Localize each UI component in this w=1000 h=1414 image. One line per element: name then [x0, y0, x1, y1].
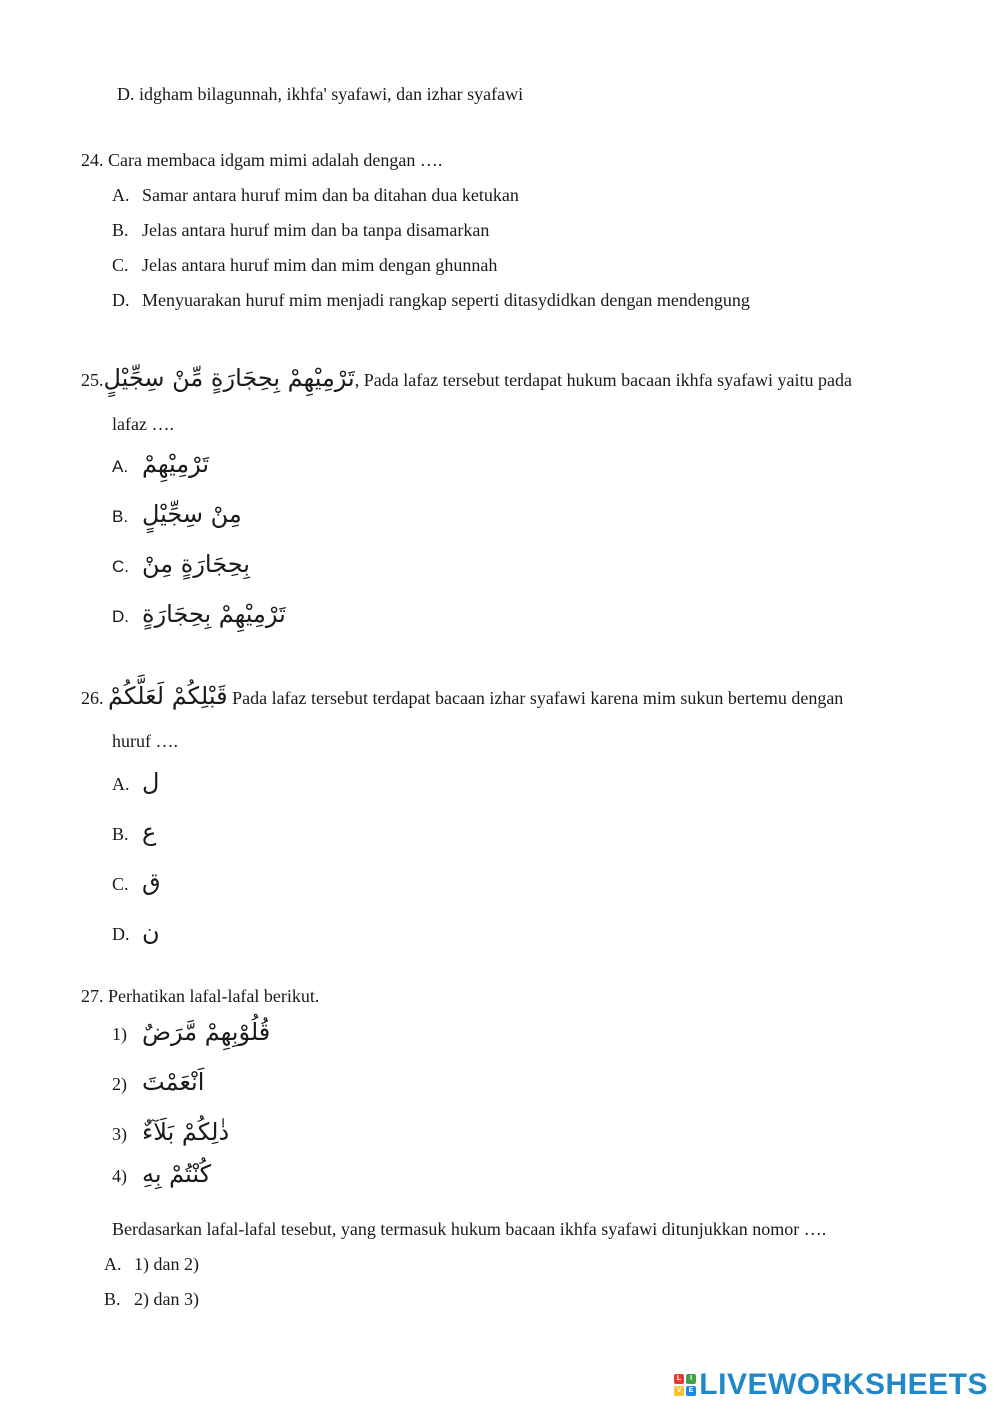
q25-option-c[interactable] — [112, 550, 250, 578]
option-text: Menyuarakan huruf mim menjadi rangkap seperti ditasydidkan dengan mendengung — [142, 290, 750, 310]
q25-option-b[interactable] — [112, 500, 242, 528]
option-letter: A. — [112, 774, 130, 794]
logo-text: LIVEWORKSHEETS — [699, 1368, 988, 1401]
q25-option-a[interactable] — [112, 450, 209, 478]
prev-option-d: D. idgham bilagunnah, ikhfa' syafawi, dan izhar syafawi — [117, 84, 524, 104]
question-26-line2: huruf …. — [112, 731, 178, 751]
option-letter: D. — [112, 924, 130, 944]
logo-cell: L — [674, 1374, 684, 1384]
option-text: Jelas antara huruf mim dan ba tanpa disamarkan — [142, 220, 490, 240]
question-arabic: قَبْلِكُمْ لَعَلَّكُمْ — [108, 682, 228, 710]
question-27 — [81, 986, 319, 1007]
question-text: Pada lafaz tersebut terdapat bacaan izhar syafawi karena mim sukun bertemu dengan — [232, 688, 844, 708]
q24-option-b[interactable] — [112, 220, 489, 241]
option-letter: D. — [112, 290, 130, 310]
option-letter: D. — [112, 607, 129, 626]
option-letter: C. — [112, 874, 129, 894]
option-letter: B. — [112, 824, 129, 844]
option-arabic: ل — [142, 768, 160, 796]
q26-option-a[interactable] — [112, 768, 159, 796]
q24-option-c[interactable] — [112, 255, 497, 276]
option-arabic: تَرْمِيْهِمْ — [142, 450, 210, 478]
q27-item-4 — [112, 1160, 211, 1188]
option-arabic: مِنْ سِجِّيْلٍ — [142, 500, 242, 528]
option-text: 2) dan 3) — [134, 1289, 199, 1309]
option-text: 1) dan 2) — [134, 1254, 199, 1274]
question-number: 24. — [81, 150, 104, 170]
item-label: 2) — [112, 1074, 127, 1094]
option-text: Samar antara huruf mim dan ba ditahan dua ketukan — [142, 185, 519, 205]
q27-option-a[interactable] — [104, 1254, 199, 1275]
q27-question: Berdasarkan lafal-lafal tesebut, yang termasuk hukum bacaan ikhfa syafawi ditunjukkan nomor …. — [112, 1219, 827, 1239]
q26-option-b[interactable] — [112, 818, 156, 846]
item-arabic: ذٰلِكُمْ بَلَآءٌ — [142, 1118, 230, 1146]
logo-cell: V — [674, 1386, 684, 1396]
question-text: Cara membaca idgam mimi adalah dengan …. — [108, 150, 443, 170]
question-25-line2: lafaz …. — [112, 414, 174, 434]
option-letter: A. — [112, 185, 130, 205]
question-number: 25. — [81, 370, 104, 390]
q24-option-d[interactable] — [112, 290, 750, 311]
item-arabic: قُلُوْبِهِمْ مَّرَضٌ — [142, 1018, 271, 1046]
logo-grid-icon — [674, 1374, 696, 1396]
option-text: Jelas antara huruf mim dan mim dengan ghunnah — [142, 255, 498, 275]
option-letter: C. — [112, 255, 129, 275]
question-text: Perhatikan lafal-lafal berikut. — [108, 986, 320, 1006]
question-text: , Pada lafaz tersebut terdapat hukum bacaan ikhfa syafawi yaitu pada — [354, 370, 853, 390]
q25-option-d[interactable] — [112, 600, 286, 628]
liveworksheets-logo[interactable] — [674, 1368, 988, 1402]
item-label: 4) — [112, 1166, 127, 1186]
option-arabic: بِحِجَارَةٍ مِنْ — [142, 550, 250, 578]
option-letter: B. — [112, 507, 129, 526]
option-arabic: ن — [142, 918, 160, 946]
option-arabic: ق — [142, 868, 161, 896]
question-number: 27. — [81, 986, 104, 1006]
q27-option-b[interactable] — [104, 1289, 199, 1310]
option-letter: C. — [112, 557, 129, 576]
option-letter: A. — [112, 457, 129, 476]
item-label: 3) — [112, 1124, 127, 1144]
option-arabic: تَرْمِيْهِمْ بِحِجَارَةٍ — [142, 600, 286, 628]
question-arabic: تَرْمِيْهِمْ بِحِجَارَةٍ مِّنْ سِجِّيْلٍ — [103, 364, 355, 392]
q27-item-3 — [112, 1118, 229, 1146]
q27-item-2 — [112, 1068, 204, 1096]
option-letter: A. — [104, 1254, 122, 1274]
question-number: 26. — [81, 688, 104, 708]
question-25 — [81, 364, 852, 392]
item-arabic: اَنْعَمْتَ — [142, 1068, 205, 1096]
q26-option-d[interactable] — [112, 918, 160, 946]
option-arabic: ع — [142, 818, 157, 846]
item-arabic: كُنْتُمْ بِهِ — [142, 1160, 212, 1188]
item-label: 1) — [112, 1024, 127, 1044]
q27-item-1 — [112, 1018, 270, 1046]
option-letter: B. — [112, 220, 129, 240]
logo-cell: E — [686, 1386, 696, 1396]
option-letter: B. — [104, 1289, 121, 1309]
question-24 — [81, 150, 442, 171]
question-26 — [81, 682, 843, 710]
q26-option-c[interactable] — [112, 868, 161, 896]
q24-option-a[interactable] — [112, 185, 519, 206]
logo-cell: I — [686, 1374, 696, 1384]
